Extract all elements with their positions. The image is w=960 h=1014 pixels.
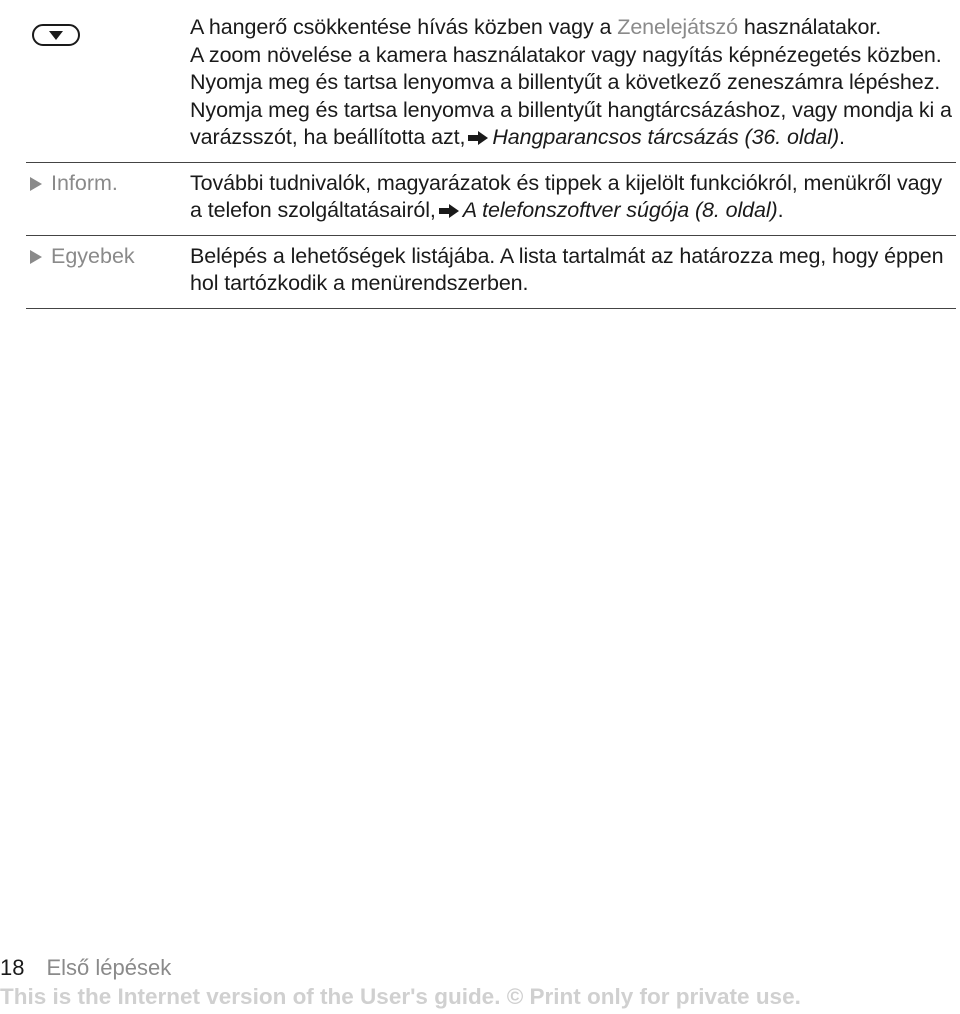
description-paragraph (190, 14, 956, 42)
options-softkey-label (30, 243, 135, 271)
description-paragraph: A zoom növelése a kamera használatakor vagy nagyítás képnézegetés közben. (190, 42, 942, 67)
description-paragraph: Belépés a lehetőségek listájába. A lista tartalmát az határozza meg, hogy éppen hol tartózkodik a menürendszerben. (190, 243, 944, 295)
music-player-link: Zenelejátszó (617, 15, 738, 39)
table-row (26, 236, 956, 309)
menu-caret-icon (30, 250, 42, 264)
table-row (26, 163, 956, 236)
softkey-text: Egyebek (51, 243, 135, 268)
softkey-text: Inform. (51, 170, 118, 195)
description-paragraph: Nyomja meg és tartsa lenyomva a billentyűt a következő zeneszámra lépéshez. (190, 70, 941, 94)
key-cell (26, 14, 190, 162)
paragraph-text: használatakor. (738, 15, 882, 39)
paragraph-text: . (839, 125, 845, 149)
key-cell (26, 236, 190, 308)
menu-caret-icon (30, 177, 42, 191)
watermark-text: This is the Internet version of the User's guide. © Print only for private use. (0, 984, 801, 1009)
section-title: Első lépések (46, 955, 172, 980)
key-function-table (26, 0, 956, 309)
cross-reference-link[interactable]: A telefonszoftver súgója (8. oldal) (462, 198, 778, 222)
cross-reference-link[interactable]: Hangparancsos tárcsázás (36. oldal) (492, 125, 840, 149)
description-cell (190, 163, 956, 235)
paragraph-text: További tudnivalók, magyarázatok és tippek a kijelölt funkciókról, menükről vagy a telefon szolgáltatásairól, (190, 170, 943, 222)
paragraph-text: Nyomja meg és tartsa lenyomva a billentyűt hangtárcsázáshoz, vagy mondja ki a varázsszót, ha beállította azt, (190, 97, 952, 149)
paragraph-text: A hangerő csökkentése hívás közben vagy a (190, 15, 618, 39)
page-footer (0, 955, 171, 981)
description-paragraph (190, 170, 956, 225)
table-row (26, 0, 956, 163)
description-cell (190, 14, 956, 162)
paragraph-text: . (777, 198, 784, 222)
volume-down-key-icon (32, 24, 80, 46)
key-cell (26, 163, 190, 235)
cross-reference-arrow-icon (438, 204, 460, 218)
cross-reference-arrow-icon (467, 131, 489, 145)
description-paragraph (190, 97, 956, 152)
page-number: 18 (0, 955, 25, 980)
description-cell (190, 236, 956, 308)
inform-softkey-label (30, 170, 118, 198)
